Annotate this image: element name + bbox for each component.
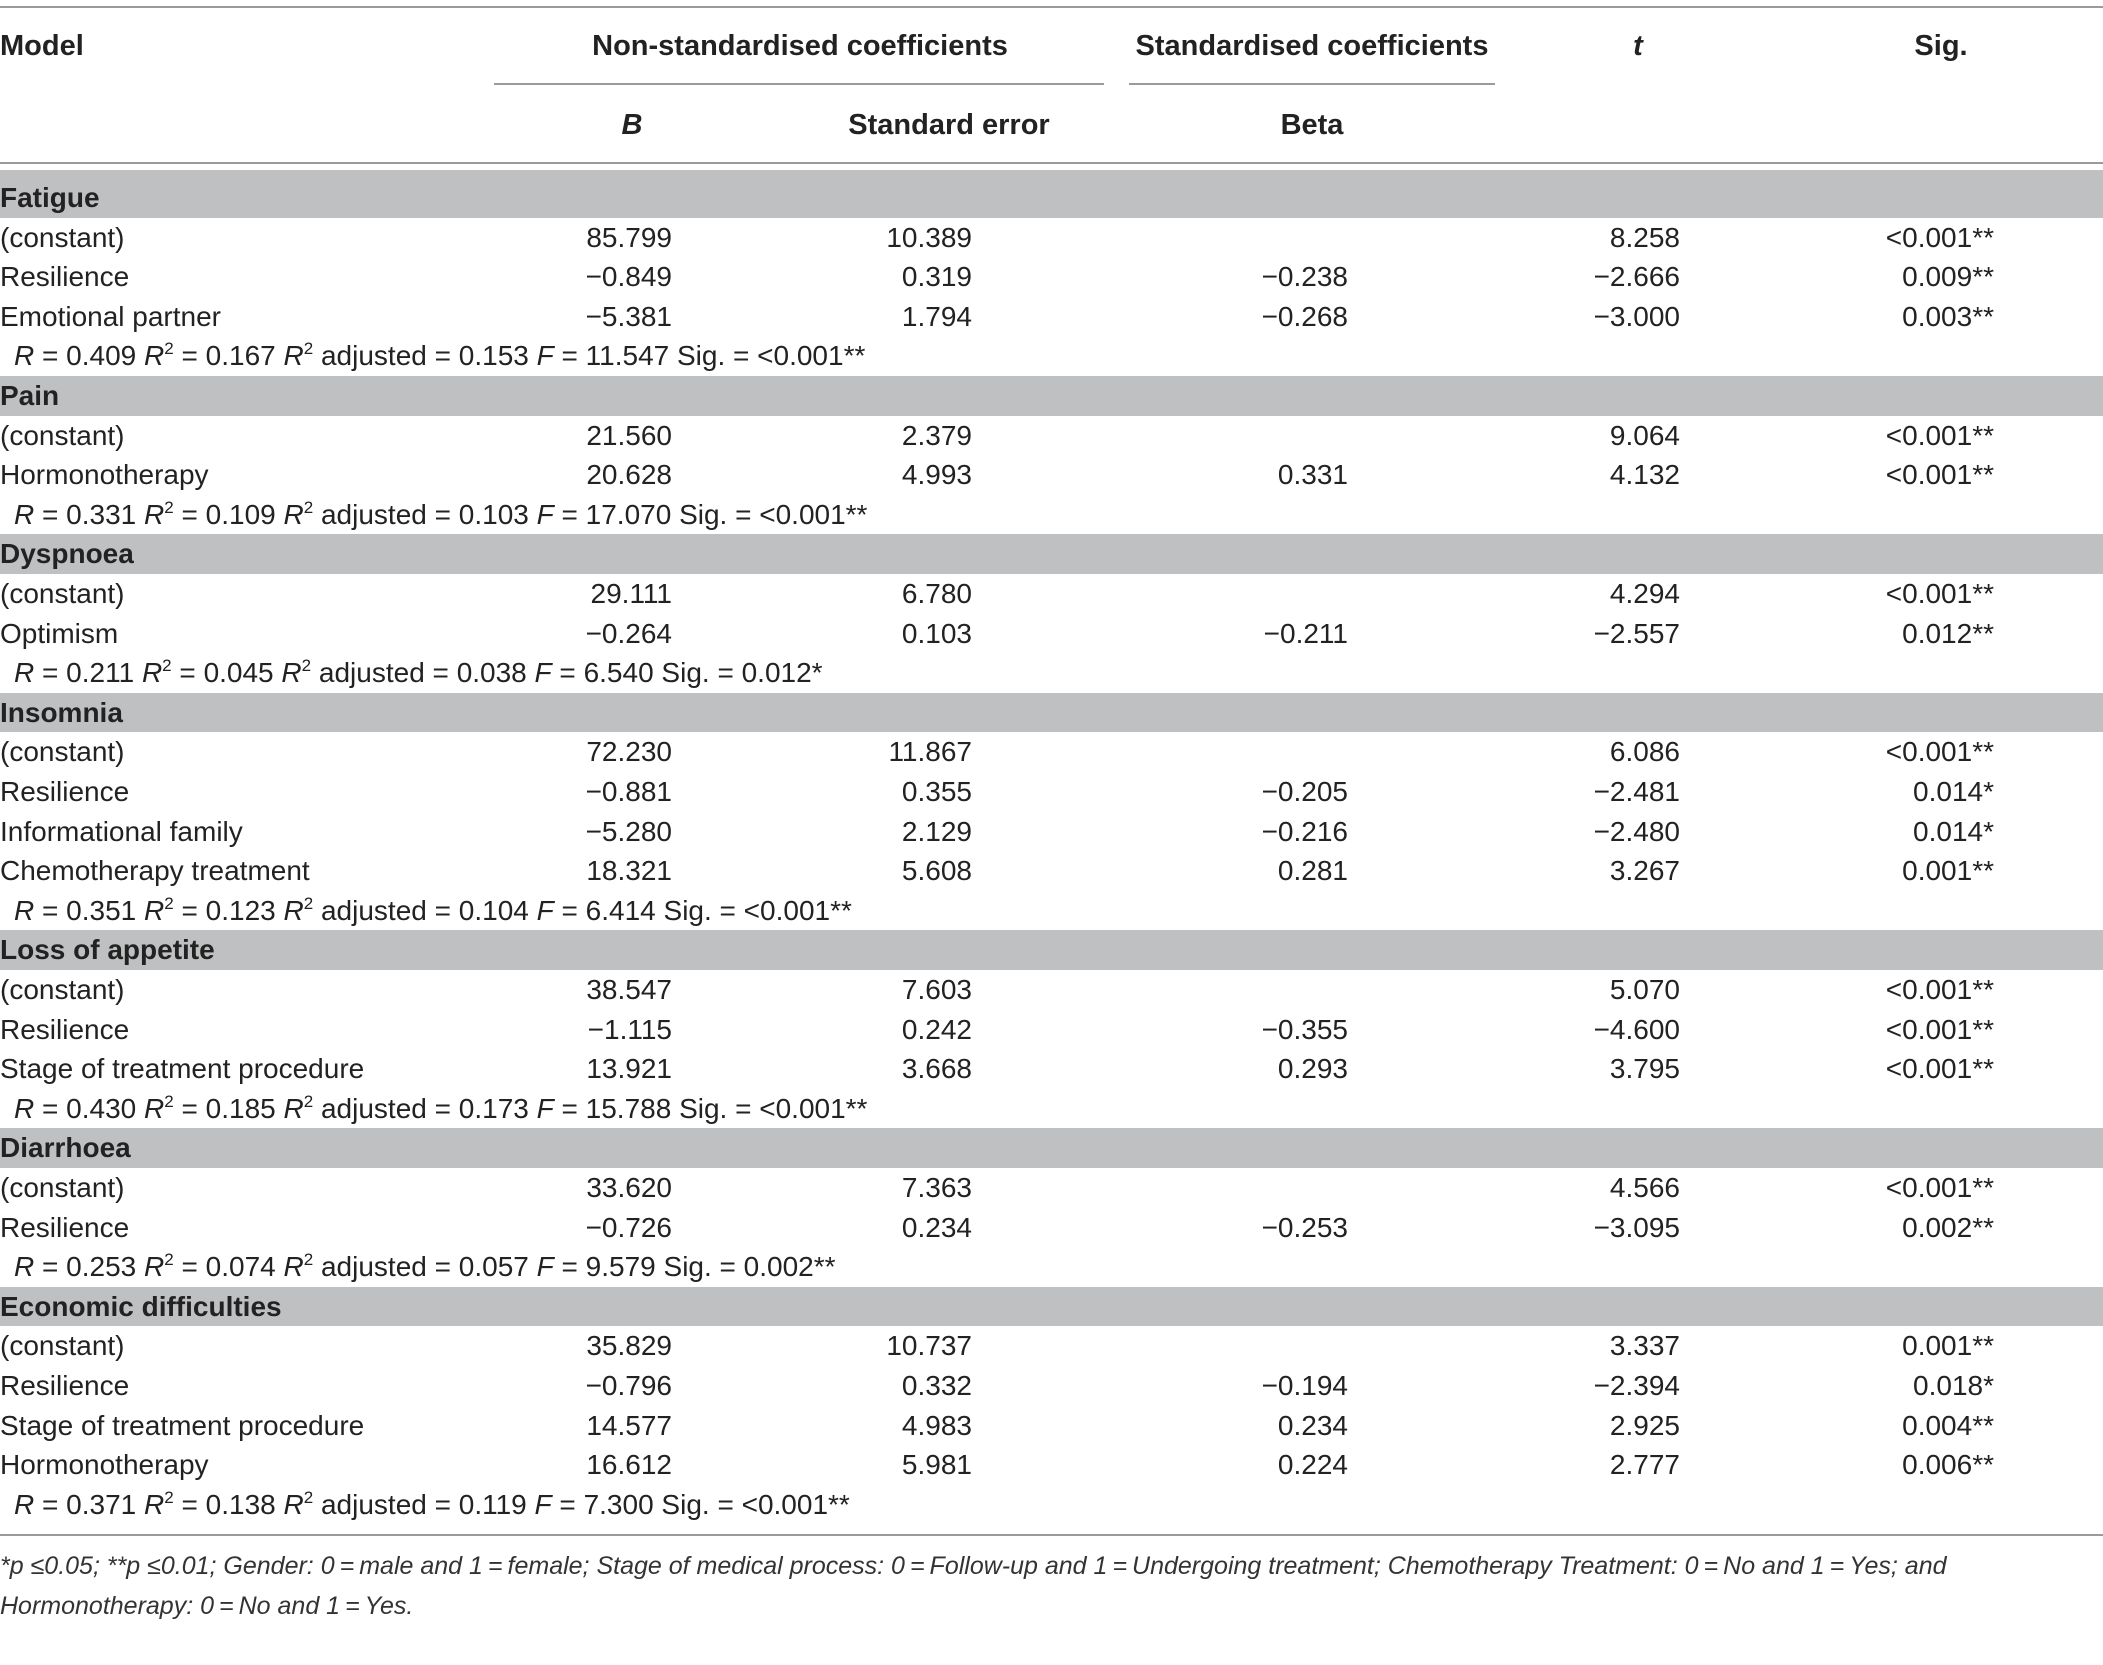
cell-sig: 0.001**	[1902, 855, 1994, 887]
predictor-label: Stage of treatment procedure	[0, 1409, 365, 1441]
summary-r-symbol: R	[14, 1092, 35, 1124]
cell-b: −1.115	[587, 1013, 672, 1045]
superscript-2: 2	[301, 656, 312, 676]
predictor-label: Informational family	[0, 815, 243, 847]
summary-r-value: 0.253	[66, 1251, 137, 1283]
cell-b: 14.577	[586, 1409, 672, 1441]
superscript-2: 2	[303, 1250, 314, 1270]
superscript-2: 2	[164, 339, 174, 359]
model-summary-row	[0, 653, 2103, 693]
predictor-label: (constant)	[0, 578, 125, 609]
predictor-label: Stage of treatment procedure	[0, 1053, 365, 1085]
predictor-label: Optimism	[0, 617, 119, 649]
predictor-label: Hormonotherapy	[0, 1449, 209, 1481]
superscript-2: 2	[164, 1091, 174, 1111]
superscript-2: 2	[162, 656, 172, 676]
summary-r-value: 0.371	[66, 1488, 137, 1520]
model-summary: R = 0.351 $R^2 = 0.123$ $R^2$ adjusted = 0.104 F = 6.414 Sig. = <0.001**	[14, 893, 852, 926]
summary-r-symbol: R	[14, 1488, 35, 1520]
cell-b: 35.829	[586, 1330, 672, 1362]
table-row	[0, 772, 2103, 812]
superscript-2: 2	[303, 1487, 314, 1507]
cell-standard-error: 0.103	[901, 617, 972, 649]
cell-b: 16.612	[586, 1449, 672, 1481]
cell-beta: 0.331	[1277, 459, 1348, 491]
table-row	[0, 297, 2103, 337]
cell-beta: 0.234	[1277, 1409, 1348, 1441]
cell-t: −2.481	[1593, 776, 1680, 807]
summary-r2-value: 0.109	[205, 498, 276, 530]
cell-t: −2.557	[1593, 617, 1680, 649]
summary-r-value: 0.211	[66, 657, 135, 689]
cell-t: −4.600	[1593, 1013, 1680, 1045]
cell-standard-error: 4.993	[901, 459, 972, 491]
cell-t: −3.000	[1593, 300, 1680, 332]
cell-beta: −0.268	[1261, 300, 1348, 332]
cell-sig: <0.001**	[1885, 578, 1994, 609]
model-summary-row	[0, 891, 2103, 931]
cell-t: 3.795	[1609, 1053, 1680, 1085]
cell-t: −2.394	[1593, 1370, 1680, 1401]
predictor-label: (constant)	[0, 1330, 125, 1362]
model-summary-row	[0, 336, 2103, 376]
summary-sig-value: <0.001**	[743, 894, 852, 926]
header-b: B	[621, 109, 643, 141]
cell-standard-error: 0.242	[901, 1013, 972, 1045]
table-row	[0, 732, 2103, 772]
cell-t: 3.337	[1609, 1330, 1680, 1362]
summary-r2-value: 0.138	[205, 1488, 276, 1520]
section-title: Pain	[0, 380, 60, 411]
summary-f-symbol: F	[536, 894, 554, 926]
model-summary: R = 0.430 $R^2 = 0.185$ $R^2$ adjusted = 0.173 F = 15.788 Sig. = <0.001**	[14, 1091, 868, 1124]
summary-r2adj-symbol: R	[283, 1092, 304, 1124]
predictor-label: (constant)	[0, 1172, 125, 1203]
summary-r-value: 0.351	[66, 894, 137, 926]
summary-r-symbol: R	[14, 657, 35, 689]
cell-t: −2.666	[1593, 261, 1680, 293]
table-row	[0, 218, 2103, 258]
table-row	[0, 455, 2103, 495]
model-summary-row	[0, 1485, 2103, 1525]
section-title: Fatigue	[0, 182, 100, 213]
header-bottom-rule	[0, 162, 2103, 164]
table-row	[0, 812, 2103, 852]
table-row	[0, 416, 2103, 456]
summary-r2-symbol: R	[144, 1488, 165, 1520]
cell-standard-error: 7.363	[901, 1172, 972, 1203]
cell-standard-error: 0.332	[901, 1370, 972, 1401]
summary-sig-value: 0.012*	[741, 657, 823, 689]
cell-sig: 0.006**	[1902, 1449, 1994, 1481]
cell-t: 8.258	[1609, 221, 1680, 253]
nonstd-header-rule	[494, 83, 1104, 85]
cell-standard-error: 3.668	[901, 1053, 972, 1085]
summary-f-symbol: F	[534, 1488, 552, 1520]
table-row	[0, 1326, 2103, 1366]
summary-r2adj-value: 0.119	[458, 1488, 527, 1520]
section-header-row	[0, 1128, 2103, 1168]
model-summary-row	[0, 1089, 2103, 1129]
summary-f-value: 15.788	[585, 1092, 672, 1124]
cell-standard-error: 0.234	[901, 1211, 972, 1243]
cell-t: 6.086	[1609, 736, 1680, 768]
cell-standard-error: 7.603	[901, 974, 972, 1005]
summary-r2-value: 0.074	[205, 1251, 276, 1283]
cell-sig: <0.001**	[1885, 459, 1994, 491]
summary-r2adj-value: 0.104	[458, 894, 529, 926]
table-bottom-rule	[0, 1534, 2103, 1536]
header-nonstandardised: Non-standardised coefficients	[592, 30, 1008, 62]
cell-sig: 0.003**	[1902, 300, 1994, 332]
table-row	[0, 1366, 2103, 1406]
superscript-2: 2	[164, 1250, 174, 1270]
model-summary: R = 0.211 $R^2 = 0.045$ $R^2$ adjusted = 0.038 F = 6.540 Sig. = 0.012*	[14, 656, 823, 689]
cell-beta: −0.253	[1261, 1211, 1348, 1243]
section-title: Dyspnoea	[0, 538, 134, 570]
table-row	[0, 1406, 2103, 1446]
section-title: Insomnia	[0, 696, 123, 728]
cell-sig: 0.009**	[1902, 261, 1994, 293]
cell-b: −0.264	[585, 617, 672, 649]
cell-t: 9.064	[1609, 419, 1680, 451]
summary-r-value: 0.409	[66, 340, 137, 372]
section-header-row	[0, 1287, 2103, 1327]
cell-beta: −0.238	[1261, 261, 1348, 293]
cell-t: 4.566	[1609, 1172, 1680, 1203]
cell-sig: <0.001**	[1885, 419, 1994, 451]
cell-standard-error: 4.983	[901, 1409, 972, 1441]
summary-sig-value: <0.001**	[759, 1092, 868, 1124]
summary-r-value: 0.430	[66, 1092, 137, 1124]
model-summary-row	[0, 1247, 2103, 1287]
summary-r2adj-symbol: R	[281, 657, 302, 689]
cell-t: 3.267	[1609, 855, 1680, 887]
predictor-label: (constant)	[0, 974, 125, 1005]
summary-f-symbol: F	[536, 340, 554, 372]
summary-r2-symbol: R	[144, 1251, 165, 1283]
cell-sig: 0.014*	[1913, 776, 1994, 807]
cell-sig: 0.014*	[1913, 815, 1994, 847]
cell-sig: <0.001**	[1885, 221, 1994, 253]
cell-beta: −0.216	[1261, 815, 1348, 847]
cell-sig: <0.001**	[1885, 736, 1994, 768]
summary-r2-symbol: R	[141, 657, 163, 689]
section-title: Loss of appetite	[0, 934, 215, 966]
table-row	[0, 1010, 2103, 1050]
summary-r2adj-value: 0.038	[456, 657, 527, 689]
cell-beta: 0.293	[1277, 1053, 1348, 1085]
cell-standard-error: 0.355	[901, 776, 972, 807]
model-summary: R = 0.331 $R^2 = 0.109$ $R^2$ adjusted = 0.103 F = 17.070 Sig. = <0.001**	[14, 497, 868, 530]
model-summary: R = 0.371 $R^2 = 0.138$ $R^2$ adjusted = 0.119 F = 7.300 Sig. = <0.001**	[14, 1487, 850, 1520]
table-row	[0, 1208, 2103, 1248]
cell-b: 33.620	[586, 1172, 672, 1203]
header-beta: Beta	[1280, 109, 1344, 141]
cell-beta: −0.211	[1263, 617, 1348, 649]
cell-t: 4.132	[1609, 459, 1680, 491]
section-title: Diarrhoea	[0, 1132, 131, 1164]
summary-r2adj-symbol: R	[283, 498, 304, 530]
predictor-label: Resilience	[0, 1370, 130, 1401]
section-header-row	[0, 534, 2103, 574]
summary-f-value: 6.414	[585, 894, 656, 926]
summary-r2-symbol: R	[144, 1092, 165, 1124]
cell-sig: <0.001**	[1885, 1013, 1994, 1045]
summary-r2adj-value: 0.103	[458, 498, 529, 530]
summary-f-value: 7.300	[583, 1488, 654, 1520]
cell-beta: 0.281	[1277, 855, 1348, 887]
predictor-label: Chemotherapy treatment	[0, 855, 310, 887]
cell-standard-error: 2.379	[901, 419, 972, 451]
cell-t: 2.777	[1609, 1449, 1680, 1481]
cell-b: 72.230	[586, 736, 672, 768]
summary-r-symbol: R	[14, 498, 35, 530]
std-header-rule	[1129, 83, 1495, 85]
cell-t: −3.095	[1593, 1211, 1680, 1243]
cell-standard-error: 6.780	[901, 578, 972, 609]
cell-standard-error: 2.129	[901, 815, 972, 847]
cell-b: 29.111	[590, 578, 672, 609]
table-row	[0, 970, 2103, 1010]
predictor-label: Resilience	[0, 1013, 130, 1045]
summary-r2adj-symbol: R	[283, 340, 304, 372]
table-row	[0, 1168, 2103, 1208]
cell-sig: 0.002**	[1902, 1211, 1994, 1243]
summary-r2-value: 0.167	[205, 340, 276, 372]
predictor-label: (constant)	[0, 221, 125, 253]
cell-b: −0.881	[585, 776, 672, 807]
cell-beta: −0.194	[1261, 1370, 1348, 1401]
cell-b: 21.560	[586, 419, 672, 451]
header-sig: Sig.	[1914, 30, 1968, 62]
summary-r2adj-symbol: R	[283, 1251, 304, 1283]
predictor-label: Emotional partner	[0, 300, 222, 332]
cell-beta: −0.205	[1261, 776, 1348, 807]
superscript-2: 2	[303, 497, 314, 517]
summary-r2-value: 0.045	[203, 657, 274, 689]
summary-f-symbol: F	[536, 1251, 554, 1283]
superscript-2: 2	[164, 893, 174, 913]
cell-standard-error: 5.608	[901, 855, 972, 887]
cell-b: −0.849	[585, 261, 672, 293]
summary-sig-value: <0.001**	[759, 498, 868, 530]
cell-t: 2.925	[1609, 1409, 1680, 1441]
superscript-2: 2	[303, 339, 314, 359]
cell-sig: <0.001**	[1885, 1053, 1994, 1085]
cell-sig: 0.001**	[1902, 1330, 1994, 1362]
summary-r2adj-symbol: R	[283, 1488, 304, 1520]
summary-f-value: 11.547	[585, 340, 670, 372]
summary-r-symbol: R	[14, 1251, 35, 1283]
cell-b: −0.796	[585, 1370, 672, 1401]
cell-b: 38.547	[586, 974, 672, 1005]
summary-r2-value: 0.185	[205, 1092, 276, 1124]
summary-sig-value: 0.002**	[743, 1251, 836, 1283]
cell-sig: 0.012**	[1902, 617, 1994, 649]
cell-standard-error: 0.319	[901, 261, 972, 293]
summary-sig-value: <0.001**	[741, 1488, 850, 1520]
summary-f-value: 17.070	[585, 498, 672, 530]
cell-standard-error: 11.867	[888, 736, 972, 768]
summary-r-symbol: R	[14, 340, 35, 372]
cell-t: 4.294	[1609, 578, 1680, 609]
superscript-2: 2	[164, 1487, 174, 1507]
predictor-label: Resilience	[0, 261, 130, 293]
cell-t: −2.480	[1593, 815, 1680, 847]
header-bottom-band	[0, 170, 2103, 178]
cell-standard-error: 10.737	[886, 1330, 972, 1362]
summary-r2adj-value: 0.057	[458, 1251, 529, 1283]
table-row	[0, 1445, 2103, 1485]
predictor-label: (constant)	[0, 419, 125, 451]
cell-sig: 0.004**	[1902, 1409, 1994, 1441]
cell-b: −0.726	[585, 1211, 672, 1243]
cell-sig: <0.001**	[1885, 974, 1994, 1005]
model-summary-row	[0, 495, 2103, 535]
summary-r2adj-symbol: R	[283, 894, 304, 926]
predictor-label: (constant)	[0, 736, 125, 768]
cell-sig: 0.018*	[1913, 1370, 1994, 1401]
superscript-2: 2	[303, 1091, 314, 1111]
header-t: t	[1633, 30, 1643, 62]
table-row	[0, 1049, 2103, 1089]
section-header-row	[0, 693, 2103, 733]
cell-b: 18.321	[586, 855, 672, 887]
cell-beta: 0.224	[1277, 1449, 1348, 1481]
cell-b: 20.628	[586, 459, 672, 491]
summary-r2-symbol: R	[144, 340, 165, 372]
cell-b: 85.799	[586, 221, 672, 253]
cell-t: 5.070	[1609, 974, 1680, 1005]
predictor-label: Resilience	[0, 1211, 130, 1243]
table-footnote: *p ≤0.05; **p ≤0.01; Gender: 0 = male and 1 = female; Stage of medical process: 0 = Follow-up and 1 = Undergoing treatment; Chemotherapy Treatment: 0 = No and 1 = Yes; and Hormonotherapy: 0 = No and 1 = Yes.	[0, 1552, 1947, 1621]
cell-standard-error: 5.981	[901, 1449, 972, 1481]
superscript-2: 2	[303, 893, 314, 913]
cell-standard-error: 1.794	[901, 300, 972, 332]
predictor-label: Hormonotherapy	[0, 459, 209, 491]
summary-r-value: 0.331	[66, 498, 137, 530]
model-summary: R = 0.409 $R^2 = 0.167$ $R^2$ adjusted = 0.153 F = 11.547 Sig. = <0.001**	[14, 339, 866, 372]
cell-b: 13.921	[586, 1053, 672, 1085]
table-row	[0, 851, 2103, 891]
summary-r-symbol: R	[14, 894, 35, 926]
summary-r2-value: 0.123	[205, 894, 276, 926]
cell-beta: −0.355	[1261, 1013, 1348, 1045]
model-summary: R = 0.253 $R^2 = 0.074$ $R^2$ adjusted = 0.057 F = 9.579 Sig. = 0.002**	[14, 1250, 836, 1283]
table-row	[0, 257, 2103, 297]
cell-b: −5.280	[585, 815, 672, 847]
summary-f-symbol: F	[534, 657, 552, 689]
section-header-row	[0, 178, 2103, 218]
summary-r2-symbol: R	[144, 894, 165, 926]
summary-f-symbol: F	[536, 1092, 554, 1124]
summary-f-value: 6.540	[583, 657, 654, 689]
summary-sig-value: <0.001**	[757, 340, 866, 372]
summary-f-value: 9.579	[585, 1251, 656, 1283]
summary-f-symbol: F	[536, 498, 554, 530]
cell-sig: <0.001**	[1885, 1172, 1994, 1203]
header-standardised: Standardised coefficients	[1135, 30, 1489, 62]
summary-r2-symbol: R	[144, 498, 165, 530]
cell-b: −5.381	[585, 300, 672, 332]
header-standard-error: Standard error	[848, 109, 1050, 141]
table-row	[0, 614, 2103, 654]
section-header-row	[0, 930, 2103, 970]
table-top-rule	[0, 6, 2103, 8]
cell-standard-error: 10.389	[886, 221, 972, 253]
header-model: Model	[0, 30, 84, 62]
summary-r2adj-value: 0.153	[458, 340, 529, 372]
predictor-label: Resilience	[0, 776, 130, 807]
table-row	[0, 574, 2103, 614]
section-header-row	[0, 376, 2103, 416]
summary-r2adj-value: 0.173	[458, 1092, 529, 1124]
section-title: Economic difficulties	[0, 1290, 282, 1322]
superscript-2: 2	[164, 497, 174, 517]
